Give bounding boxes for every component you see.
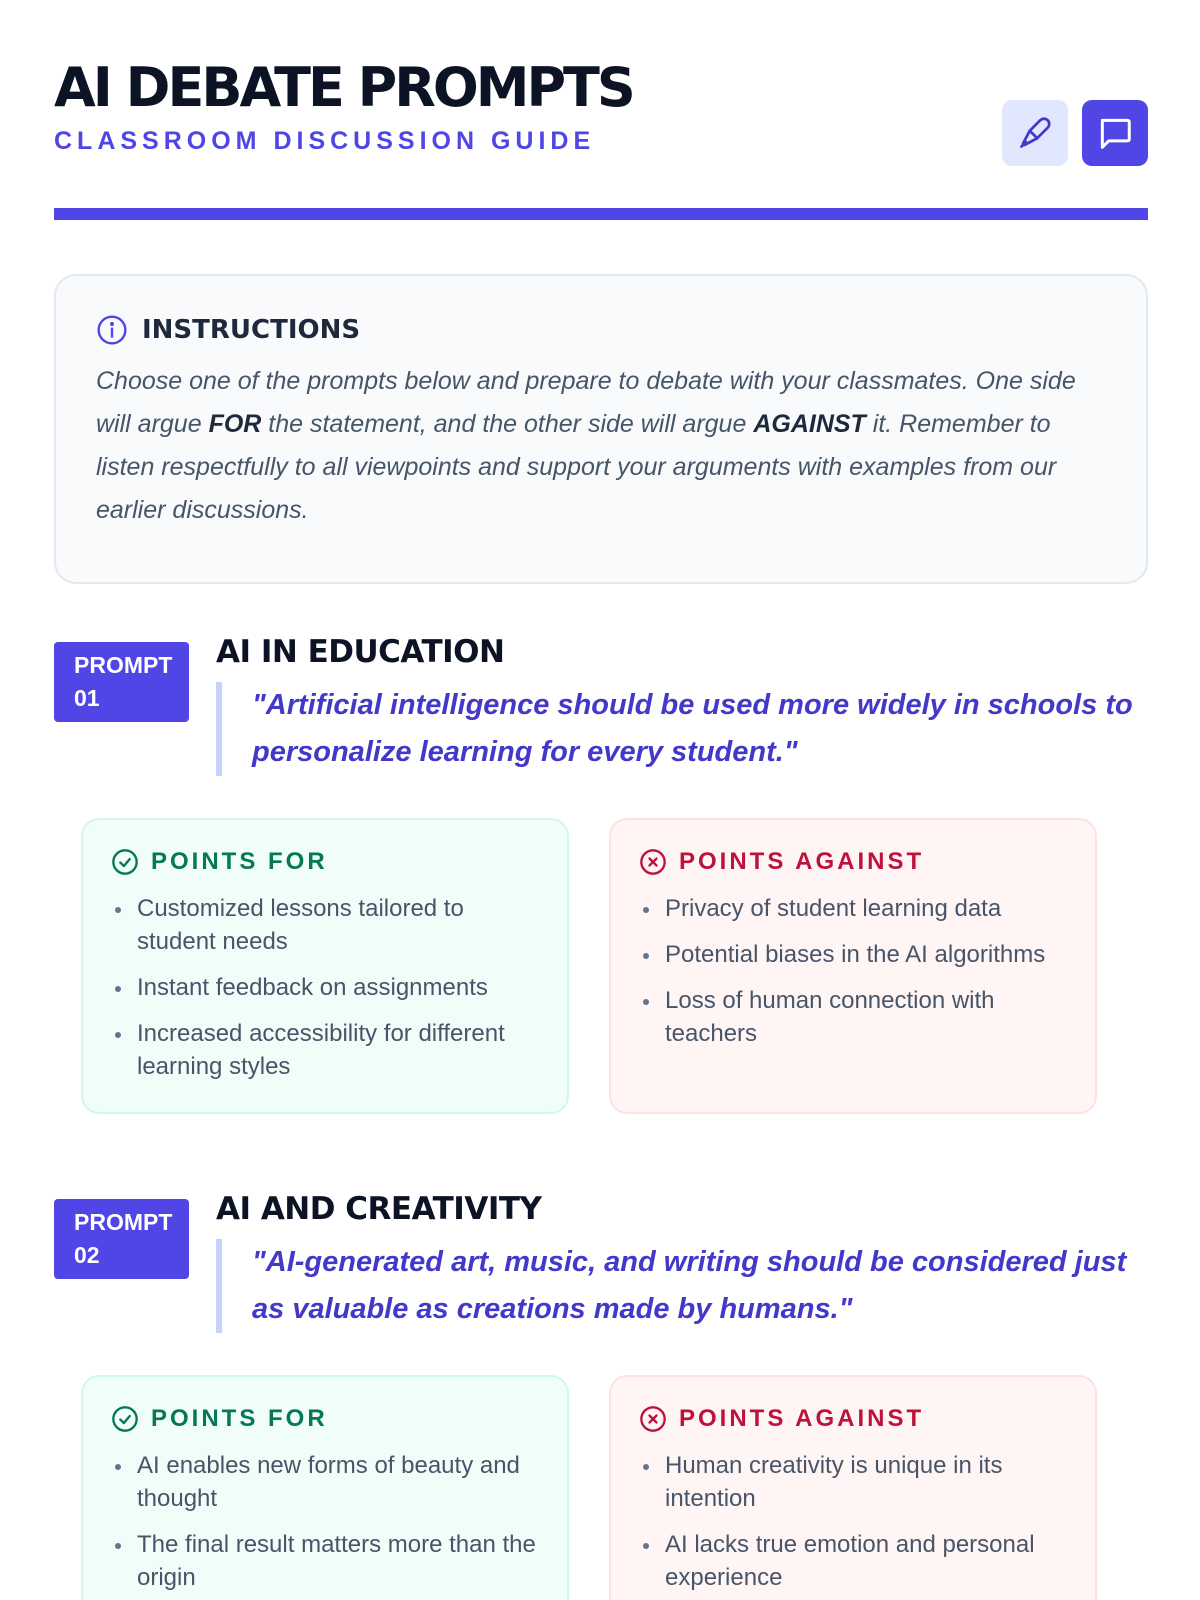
list-item: Customized lessons tailored to student needs <box>137 892 539 958</box>
instructions-text: Choose one of the prompts below and prepare to debate with your classmates. One side will argue FOR the statement, and the other side will argue AGAINST it. Remember to listen respectfully to all viewpoints and support your arguments with examples from our earlier discussions. <box>96 367 1076 524</box>
list-item: Privacy of student learning data <box>665 892 1067 925</box>
x-circle-icon <box>639 848 667 876</box>
points-for-title: POINTS FOR <box>151 1405 328 1432</box>
page-subtitle: CLASSROOM DISCUSSION GUIDE <box>54 127 596 155</box>
list-item: Instant feedback on assignments <box>137 971 539 1004</box>
page-header <box>54 58 1148 156</box>
points-against-card <box>609 818 1097 1114</box>
points-against-title: POINTS AGAINST <box>679 848 925 875</box>
instructions-title: INSTRUCTIONS <box>142 315 361 345</box>
list-item: Increased accessibility for different learning styles <box>137 1017 539 1083</box>
list-item: AI enables new forms of beauty and thought <box>137 1449 539 1515</box>
points-against-title: POINTS AGAINST <box>679 1405 925 1432</box>
page-title: AI DEBATE PROMPTS <box>54 56 633 119</box>
header-actions <box>1002 100 1148 166</box>
list-item: The final result matters more than the origin <box>137 1528 539 1594</box>
points-for-card <box>81 1375 569 1600</box>
check-circle-icon <box>111 848 139 876</box>
prompt-badge: PROMPT 02 <box>54 1199 189 1279</box>
microphone-button[interactable] <box>1002 100 1068 166</box>
info-icon <box>96 314 128 346</box>
prompt-title: AI IN EDUCATION <box>216 634 505 670</box>
chat-bubble-icon <box>1096 114 1134 152</box>
points-for-card <box>81 818 569 1114</box>
prompt-quote: "Artificial intelligence should be used more widely in schools to personalize learning for every student." <box>216 682 1146 776</box>
list-item: Loss of human connection with teachers <box>665 984 1067 1050</box>
prompt-quote: "AI-generated art, music, and writing should be considered just as valuable as creations made by humans." <box>216 1239 1146 1333</box>
prompt-title: AI AND CREATIVITY <box>216 1191 542 1227</box>
chat-button[interactable] <box>1082 100 1148 166</box>
points-against-card <box>609 1375 1097 1600</box>
list-item: Potential biases in the AI algorithms <box>665 938 1067 971</box>
check-circle-icon <box>111 1405 139 1433</box>
header-divider <box>54 208 1148 220</box>
prompt-badge: PROMPT 01 <box>54 642 189 722</box>
x-circle-icon <box>639 1405 667 1433</box>
list-item: Human creativity is unique in its intention <box>665 1449 1067 1515</box>
microphone-icon <box>1017 115 1053 151</box>
points-for-title: POINTS FOR <box>151 848 328 875</box>
list-item: AI lacks true emotion and personal experience <box>665 1528 1067 1594</box>
instructions-box <box>54 274 1148 584</box>
